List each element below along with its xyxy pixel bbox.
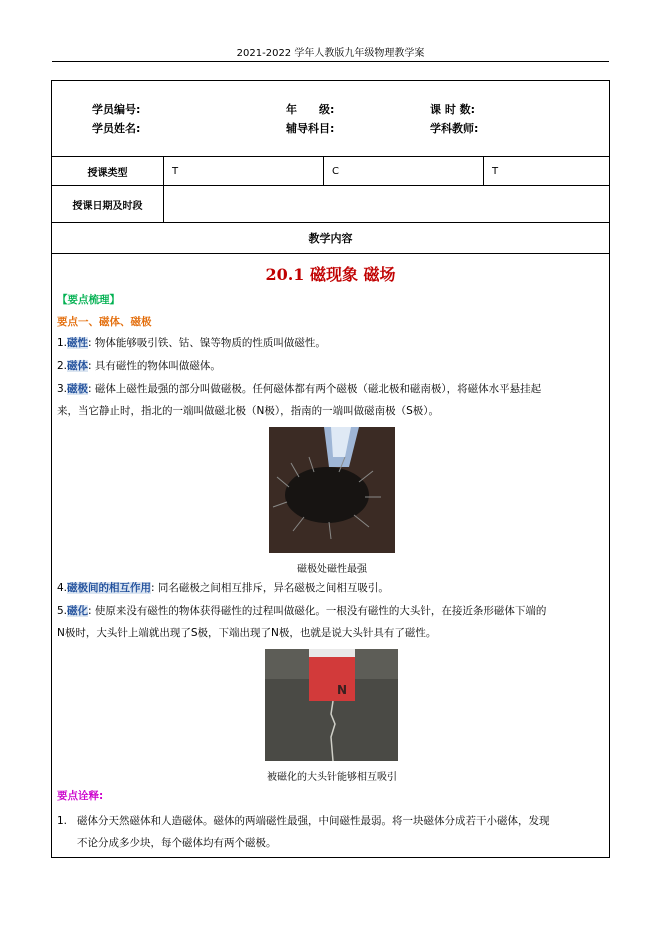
term-magnetic-pole: 磁极 — [67, 383, 89, 395]
term-pole-interaction: 磁极间的相互作用 — [67, 582, 152, 594]
term-magnetism: 磁性 — [67, 337, 89, 349]
magnetized-pin-photo — [265, 649, 398, 761]
lesson-date-value — [164, 186, 609, 222]
lesson-date-label: 授课日期及时段 — [52, 186, 164, 222]
lesson-count-label: 课 时 数: — [430, 103, 476, 116]
lesson-title: 20.1 磁现象 磁场 — [265, 265, 396, 284]
key-points-tag: 【要点梳理】 — [57, 294, 120, 306]
subject-label: 辅导科目: — [286, 122, 335, 135]
lesson-type-row — [52, 157, 609, 186]
student-no-label: 学员编号: — [92, 103, 141, 116]
grade-label: 年 级: — [286, 103, 335, 116]
teaching-content — [52, 254, 609, 857]
student-name-label: 学员姓名: — [92, 122, 141, 135]
magnet-pole-photo — [269, 427, 395, 553]
teacher-label: 学科教师: — [430, 122, 479, 135]
note-1: 1. 磁体分天然磁体和人造磁体。磁体的两端磁性最强，中间磁性最弱。将一块磁体分成若干小磁体，发现 不论分成多少块，每个磁体均有两个磁极。 — [57, 815, 550, 849]
page-header: 2021-2022 学年人教版九年级物理教学案 — [236, 48, 425, 59]
lesson-type-label: 授课类型 — [52, 157, 164, 185]
photo-1-caption: 磁极处磁性最强 — [297, 564, 367, 575]
photo-2-caption: 被磁化的大头针能够相互吸引 — [267, 772, 397, 783]
lesson-type-cell-1: T — [164, 157, 324, 185]
lesson-date-row — [52, 186, 609, 223]
item-4: 4.磁极间的相互作用: 同名磁极之间相互排斥，异名磁极之间相互吸引。 — [57, 582, 389, 594]
lesson-type-cell-3: T — [492, 165, 499, 177]
notes-heading: 要点诠释: — [57, 790, 104, 802]
item-1: 1.磁性: 物体能够吸引铁、钴、镍等物质的性质叫做磁性。 — [57, 337, 326, 349]
item-3: 3.磁极: 磁体上磁性最强的部分叫做磁极。任何磁体都有两个磁极（磁北极和磁南极），将磁体水平悬挂起 来，当它静止时，指北的一端叫做磁北极（N极），指南的一端叫做磁南极（S极）。 — [57, 383, 542, 417]
lesson-type-cell-2: C — [324, 157, 484, 185]
term-magnetization: 磁化 — [67, 605, 89, 617]
point-one-heading: 要点一、磁体、磁极 — [57, 316, 152, 328]
term-magnet: 磁体 — [67, 360, 89, 372]
pole-letter-n: N — [337, 683, 348, 697]
lesson-table — [51, 80, 610, 858]
header-rule — [52, 61, 609, 62]
section-title: 教学内容 — [52, 223, 609, 254]
item-5: 5.磁化: 使原来没有磁性的物体获得磁性的过程叫做磁化。一根没有磁性的大头针，在接近条形磁体下端的 N极时，大头针上端就出现了S极，下端出现了N极，也就是说大头针具有了磁性。 — [57, 605, 547, 639]
item-2: 2.磁体: 具有磁性的物体叫做磁体。 — [57, 360, 221, 372]
student-info-row — [52, 81, 609, 157]
